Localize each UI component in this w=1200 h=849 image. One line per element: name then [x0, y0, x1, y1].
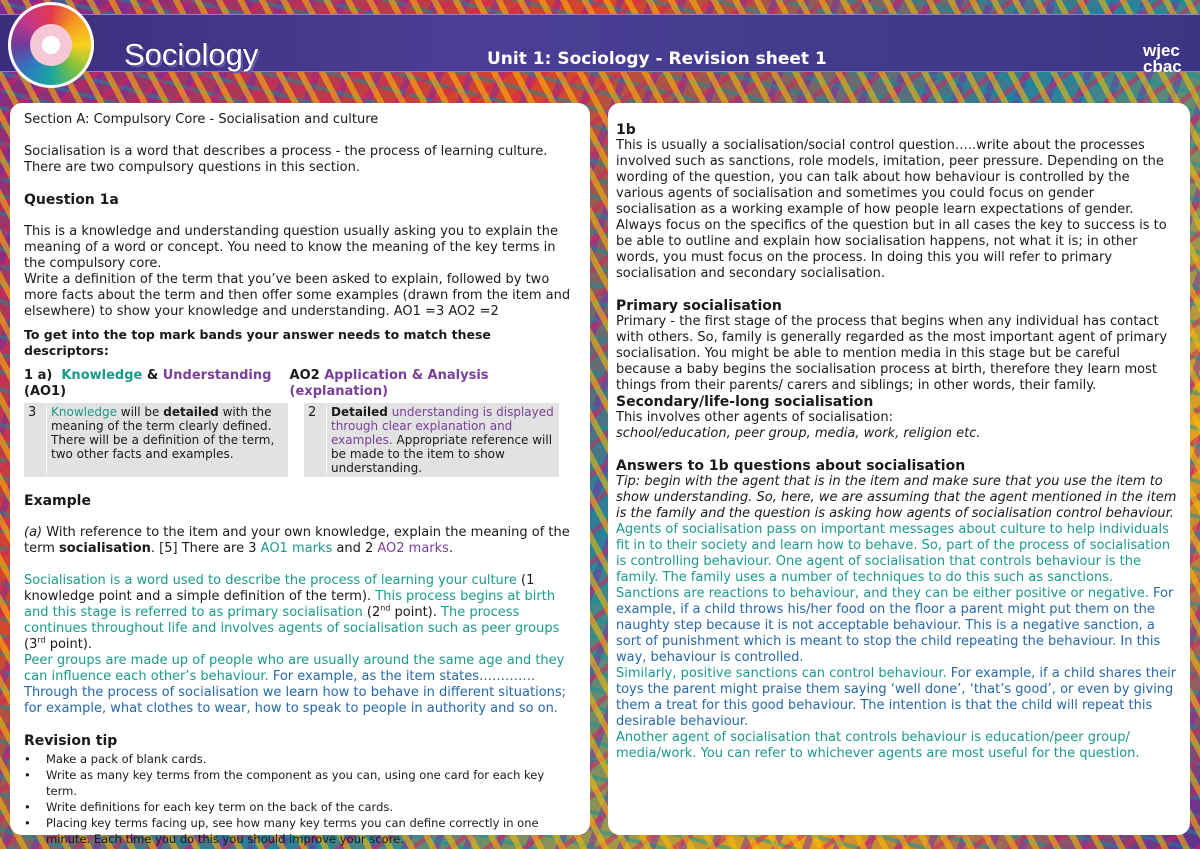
wjec-logo-line2: cbac: [1143, 57, 1182, 76]
band-ao1-understanding: Understanding: [162, 368, 272, 383]
descriptor-ao1-t2: will be: [116, 405, 164, 419]
people-wheel-logo-icon: [8, 2, 94, 88]
descriptor-ao2-t3: Appropriate reference will be made to the item to show understanding.: [331, 433, 553, 475]
answers-1b-tip: Tip: begin with the agent that is in the item and make sure that you use the item to show understanding. So, here, we are assuming that the agent mentioned in the item is the family and the question is asking how agents of socialisation control behaviour.: [616, 474, 1177, 521]
wjec-logo-line1: wjec: [1143, 41, 1180, 60]
revision-tip-heading: Revision tip: [24, 733, 118, 749]
answer-note-2-sup: nd: [380, 603, 391, 613]
question-1a-paragraph-2: Write a definition of the term that you’ve been asked to explain, followed by two more facts about the term and then offer some examples (drawn from the item and elsewhere) to show your knowledge and understanding. AO1 =3 AO2 =2: [24, 272, 571, 319]
example-q-term: socialisation: [59, 541, 151, 556]
descriptor-box-ao1: [24, 403, 288, 477]
descriptor-ao1-score: 3: [28, 405, 37, 420]
answer-primary: This process begins at birth and this stage is referred to as primary socialisation: [24, 589, 556, 620]
example-answer-1: [24, 573, 577, 653]
answer-definition: Socialisation is a word used to describe the process of learning your culture: [24, 573, 517, 588]
answers-1b-heading: Answers to 1b questions about socialisation: [616, 458, 966, 474]
answer-1b-negative-example: For example, if a child throws his/her food on the floor a parent might put them on the naughty step because it is not acceptable behaviour. This is a negative sanction, a sort of punishment which is meant to stop the child repeating the behaviour. In this way, behaviour is controlled.: [616, 586, 1174, 665]
header-banner: [0, 14, 1200, 76]
descriptor-ao2-text: [326, 405, 555, 475]
section-title: Section A: Compulsory Core - Socialisation and culture: [24, 112, 379, 127]
list-item: • Make a pack of blank cards.: [24, 751, 577, 767]
question-1a-heading: Question 1a: [24, 192, 119, 208]
list-item: • Placing key terms facing up, see how many key terms you can define correctly in one minute. Each time you do this you should improve your score.: [24, 815, 577, 847]
answer-note-2-end: point).: [390, 605, 442, 620]
question-1a-paragraph-1: This is a knowledge and understanding question usually asking you to explain the meaning of a word or concept. You need to know the meaning of the key terms in the compulsory core.: [24, 224, 559, 271]
example-q-ao1: AO1 marks: [260, 541, 333, 556]
band-ao1-title: [24, 368, 290, 400]
answer-note-3-end: point).: [45, 637, 93, 652]
descriptor-ao2-score: 2: [308, 405, 317, 420]
revision-tip-list: [24, 751, 577, 847]
answers-1b-paragraph-2: [616, 666, 1177, 730]
band-ao2-prefix: AO2: [289, 368, 320, 383]
question-1b-heading: 1b: [616, 122, 636, 138]
band-ao1-prefix: 1 a): [24, 368, 53, 383]
example-q-end: .: [448, 541, 454, 556]
example-question: [24, 525, 577, 557]
band-ao2-label: Application & Analysis (explanation): [289, 368, 489, 399]
left-panel: [10, 103, 590, 846]
answer-continues: The process continues throughout life and involves agents of socialisation such as peer groups: [24, 605, 560, 636]
answer-note-2: (2: [362, 605, 381, 620]
descriptors-heading: To get into the top mark bands your answer needs to match these descriptors:: [24, 327, 491, 358]
example-q-marks: . [5] There are 3: [150, 541, 261, 556]
band-ao2-title: [290, 368, 577, 400]
descriptor-ao2-t2: understanding is displayed through clear explanation and examples.: [331, 405, 554, 447]
answer-1b-positive: Similarly, positive sanctions can control behaviour.: [616, 666, 951, 681]
example-heading: Example: [24, 493, 91, 509]
answers-1b-paragraph-3: Another agent of socialisation that controls behaviour is education/peer group/ media/work. You can refer to whichever agents are most useful for the question.: [616, 730, 1140, 761]
right-panel: [608, 103, 1190, 835]
example-q-label: (a): [24, 525, 43, 540]
answer-1b-agents: Agents of socialisation pass on important messages about culture to help individuals fit in to their society and learn how to behave. So, part of the process of socialisation is controlling behaviour. One agent of socialisation that controls behaviour is the family. The family uses a number of techniques to do this such as sanctions. Sanctions are reactions to behaviour, and they can be either positive or negative.: [616, 522, 1171, 601]
descriptor-boxes: [24, 403, 577, 477]
answer-note-3-sup: rd: [37, 635, 46, 645]
descriptor-ao2-t1: Detailed: [331, 405, 388, 419]
answer-peer-groups: Peer groups are made up of people who are usually around the same age and they can influence each other’s behaviour.: [24, 653, 565, 684]
example-q-text: With reference to the item and your own knowledge, explain the meaning of the term: [24, 525, 570, 556]
primary-socialisation-heading: Primary socialisation: [616, 298, 782, 314]
secondary-socialisation-heading: Secondary/life-long socialisation: [616, 394, 874, 410]
descriptor-ao1-t1: Knowledge: [51, 405, 117, 419]
descriptor-ao1-t4: with the meaning of the term clearly defined. There will be a definition of the term, two other facts and examples.: [51, 405, 275, 461]
answers-1b-paragraph-1: [616, 522, 1177, 666]
example-answer-2: [24, 653, 577, 717]
descriptor-ao1-t3: detailed: [163, 405, 219, 419]
answer-for-example: For example, as the item states…………. Through the process of socialisation we learn how to behave in different situations; for example, what clothes to wear, how to speak to people in authority and so on.: [24, 669, 567, 716]
example-q-ao2: AO2 marks: [377, 541, 449, 556]
answer-note-3: (3: [24, 637, 38, 652]
example-q-and: and 2: [332, 541, 378, 556]
band-ao1-amp: &: [146, 368, 159, 383]
answer-note-1: (1 knowledge point and a simple definition of the term).: [24, 573, 535, 604]
answer-1b-positive-example: For example, if a child shares their toys the parent might praise them saying ‘well done’, ‘that’s good’, or even by giving them a treat for this good behaviour. The intention is that the child will repeat this desirable behaviour.: [616, 666, 1177, 729]
secondary-agents-list: school/education, peer group, media, work, religion etc.: [616, 426, 981, 441]
secondary-socialisation-text: This involves other agents of socialisation:: [616, 410, 893, 425]
band-ao1-code: (AO1): [24, 384, 67, 399]
wjec-logo: [1143, 43, 1182, 75]
list-item: • Write definitions for each key term on the back of the cards.: [24, 799, 577, 815]
intro-text: Socialisation is a word that describes a process - the process of learning culture. There are two compulsory questions in this section.: [24, 144, 548, 175]
descriptor-box-ao2: [304, 403, 559, 477]
band-ao1-knowledge: Knowledge: [61, 368, 143, 383]
unit-title: Unit 1: Sociology - Revision sheet 1: [487, 49, 827, 69]
brand-title: Sociology: [124, 37, 259, 72]
descriptor-ao1-text: [46, 405, 284, 475]
mark-bands-header: [24, 368, 577, 400]
list-item: • Write as many key terms from the component as you can, using one card for each key term.: [24, 767, 577, 799]
question-1b-text: This is usually a socialisation/social control question…..write about the processes involved such as sanctions, role models, imitation, peer pressure. Depending on the wording of the question, you can talk about how behaviour is controlled by the various agents of socialisation and sometimes you could focus on gender socialisation as a working example of how people learn expectations of gender. Always focus on the specifics of the question but in all cases the key to success is to be able to outline and explain how socialisation happens, not what it is; in other words, you must focus on the process. In doing this you will refer to primary socialisation and secondary socialisation.: [616, 138, 1167, 281]
primary-socialisation-text: Primary - the first stage of the process that begins when any individual has contact with others. So, family is generally regarded as the most important agent of primary socialisation. You might be able to mention media in this stage but be careful because a baby begins the socialisation process at birth, therefore they learn most things from their parents/ carers and siblings; in other words, their family.: [616, 314, 1168, 393]
